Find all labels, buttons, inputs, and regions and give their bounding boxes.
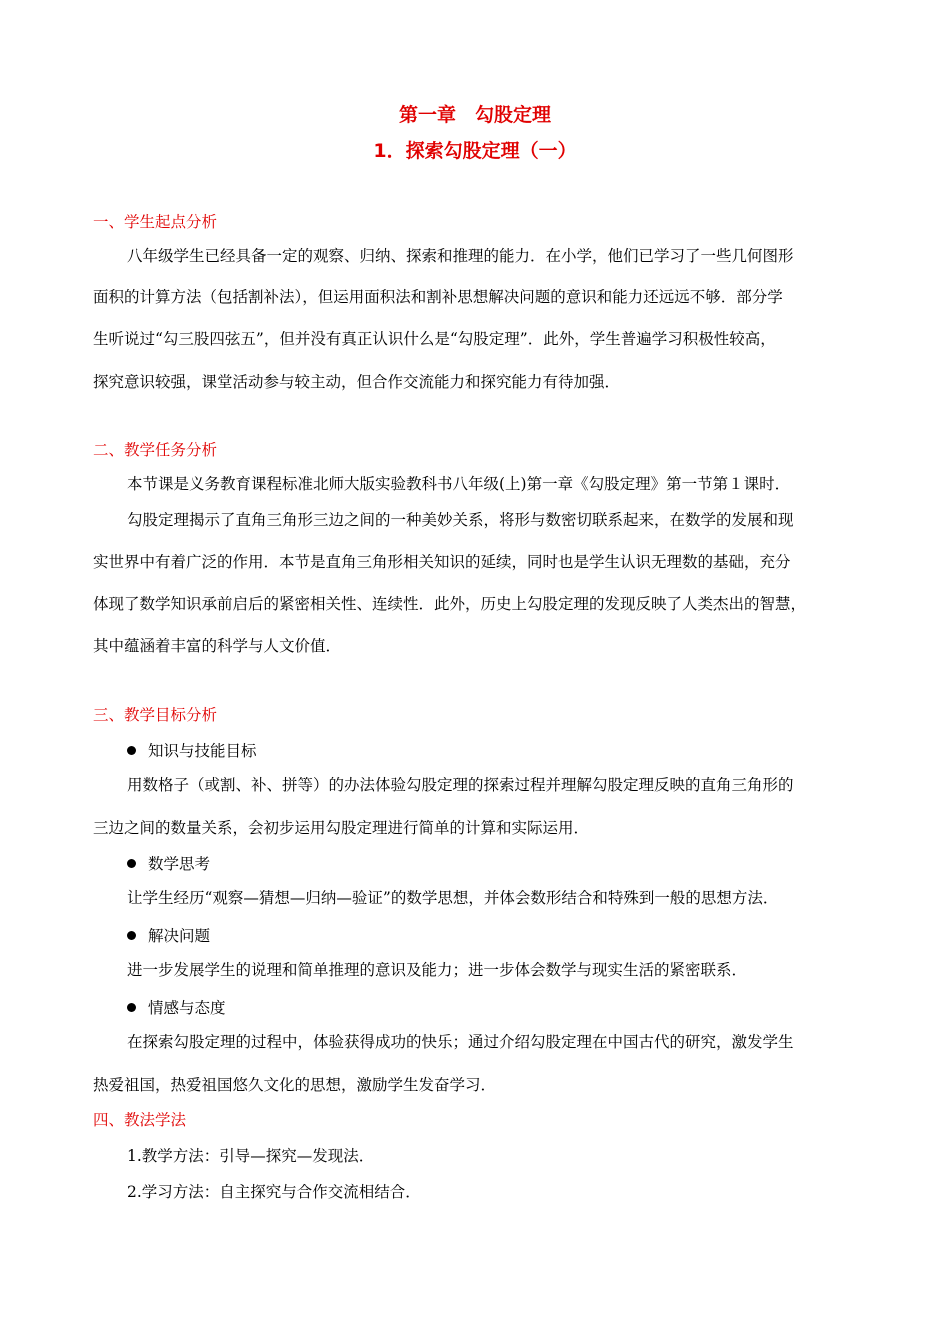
bullet-icon [127, 746, 136, 755]
chapter-title: 第一章 勾股定理 [398, 104, 551, 126]
paragraph-line: 勾股定理揭示了直角三角形三边之间的一种美妙关系，将形与数密切联系起来，在数学的发展和现 [127, 511, 794, 529]
paragraph-line: 热爱祖国，热爱祖国悠久文化的思想，激励学生发奋学习． [93, 1076, 497, 1094]
paragraph-line: 三边之间的数量关系，会初步运用勾股定理进行简单的计算和实际运用． [93, 819, 590, 837]
section-heading-student-analysis: 一、学生起点分析 [93, 213, 218, 231]
goal-heading: 解决问题 [127, 924, 210, 946]
bullet-icon [127, 1003, 136, 1012]
paragraph-line: 其中蕴涵着丰富的科学与人文价值． [93, 637, 342, 655]
paragraph-line: 实世界中有着广泛的作用．本节是直角三角形相关知识的延续，同时也是学生认识无理数的基础，充分 [93, 553, 791, 571]
paragraph-line: 体现了数学知识承前启后的紧密相关性、连续性．此外，历史上勾股定理的发现反映了人类杰出的智慧， [93, 595, 807, 613]
bullet-icon [127, 859, 136, 868]
paragraph-line: 进一步发展学生的说理和简单推理的意识及能力；进一步体会数学与现实生活的紧密联系． [127, 961, 748, 979]
goal-heading: 知识与技能目标 [127, 739, 257, 761]
section-heading-task-analysis: 二、教学任务分析 [93, 441, 218, 459]
paragraph-line: 让学生经历“观察—猜想—归纳—验证”的数学思想，并体会数形结合和特殊到一般的思想方法． [127, 889, 779, 907]
method-item: 1.教学方法：引导—探究—发现法． [127, 1147, 375, 1165]
lesson-title: 1．探索勾股定理（一） [373, 140, 577, 162]
paragraph-line: 探究意识较强，课堂活动参与较主动，但合作交流能力和探究能力有待加强． [93, 373, 621, 391]
goal-heading: 数学思考 [127, 852, 210, 874]
goal-heading: 情感与态度 [127, 996, 226, 1018]
paragraph-line: 用数格子（或割、补、拼等）的办法体验勾股定理的探索过程并理解勾股定理反映的直角三角形的 [127, 776, 794, 794]
paragraph-line: 本节课是义务教育课程标准北师大版实验教科书八年级(上)第一章《勾股定理》第一节第１课时． [127, 475, 791, 493]
paragraph-line: 八年级学生已经具备一定的观察、归纳、探索和推理的能力．在小学，他们已学习了一些几何图形 [127, 247, 794, 265]
section-heading-goal-analysis: 三、教学目标分析 [93, 706, 218, 724]
paragraph-line: 在探索勾股定理的过程中，体验获得成功的快乐；通过介绍勾股定理在中国古代的研究，激发学生 [127, 1033, 794, 1051]
method-item: 2.学习方法：自主探究与合作交流相结合． [127, 1183, 421, 1201]
paragraph-line: 面积的计算方法（包括割补法），但运用面积法和割补思想解决问题的意识和能力还远远不够．部分学 [93, 288, 783, 306]
paragraph-line: 生听说过“勾三股四弦五”，但并没有真正认识什么是“勾股定理”．此外，学生普遍学习积极性较高， [93, 330, 776, 348]
bullet-icon [127, 931, 136, 940]
section-heading-methods: 四、教法学法 [93, 1111, 187, 1129]
